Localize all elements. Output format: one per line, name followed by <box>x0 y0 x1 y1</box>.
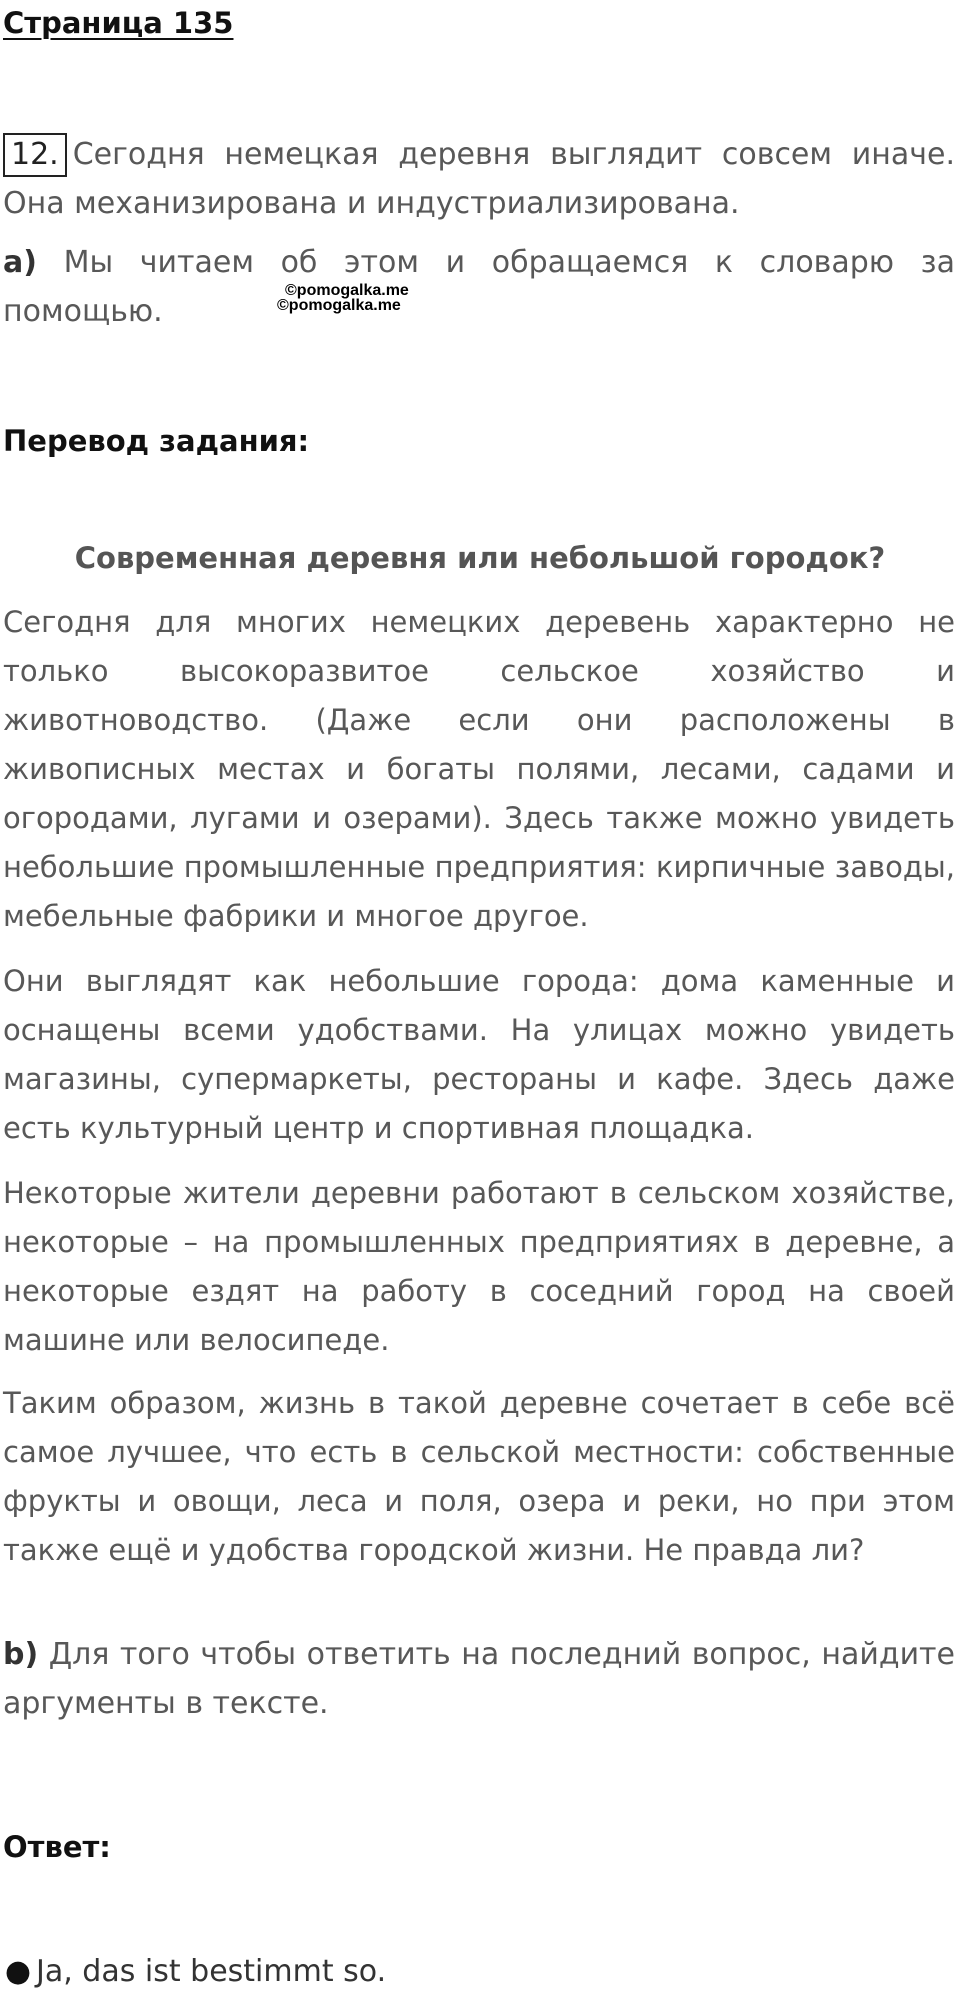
task-intro <box>3 130 955 228</box>
task-a-text: Мы читаем об этом и обращаемся к словарю за помощью. <box>3 245 955 329</box>
list-item <box>0 1952 386 1992</box>
watermark: ©pomogalka.me <box>285 282 409 299</box>
task-b-text: Для того чтобы ответить на последний вопрос, найдите аргументы в тексте. <box>3 1637 955 1721</box>
task-b-label: b) <box>3 1637 39 1672</box>
watermark: ©pomogalka.me <box>277 297 401 314</box>
task-intro-text: Сегодня немецкая деревня выглядит совсем иначе. Она механизирована и индустриализирована. <box>3 137 955 221</box>
translation-paragraph: Сегодня для многих немецких деревень характерно не только высокоразвитое сельское хозяйство и животноводство. (Даже если они расположены в живописных местах и богаты полями, лесами, садами и огородами, лугами и озерами). Здесь также можно увидеть небольшие промышленные предприятия: кирпичные заводы, мебельные фабрики и многое другое. <box>3 605 955 933</box>
translation-heading: Перевод задания: <box>3 424 310 458</box>
task-b <box>3 1630 955 1728</box>
translation-title: Современная деревня или небольшой городок? <box>74 541 886 575</box>
task-number: 12. <box>3 133 67 177</box>
answer-list <box>0 1952 386 1992</box>
answer-heading: Ответ: <box>3 1830 111 1864</box>
bullet-icon: ● <box>4 1954 32 1989</box>
task-a <box>3 238 955 336</box>
page-title: Страница 135 <box>3 6 234 40</box>
translation-paragraph: Таким образом, жизнь в такой деревне сочетает в себе всё самое лучшее, что есть в сельской местности: собственные фрукты и овощи, леса и поля, озера и реки, но при этом также ещё и удобства городской жизни. Не правда ли? <box>3 1386 955 1567</box>
translation-paragraph: Некоторые жители деревни работают в сельском хозяйстве, некоторые – на промышленных предприятиях в деревне, а некоторые ездят на работу в соседний город на своей машине или велосипеде. <box>3 1176 955 1357</box>
task-a-label: а) <box>3 245 37 280</box>
translation-paragraph: Они выглядят как небольшие города: дома каменные и оснащены всеми удобствами. На улицах можно увидеть магазины, супермаркеты, рестораны и кафе. Здесь даже есть культурный центр и спортивная площадка. <box>3 964 955 1145</box>
answer-text: Ja, das ist bestimmt so. <box>36 1954 387 1989</box>
